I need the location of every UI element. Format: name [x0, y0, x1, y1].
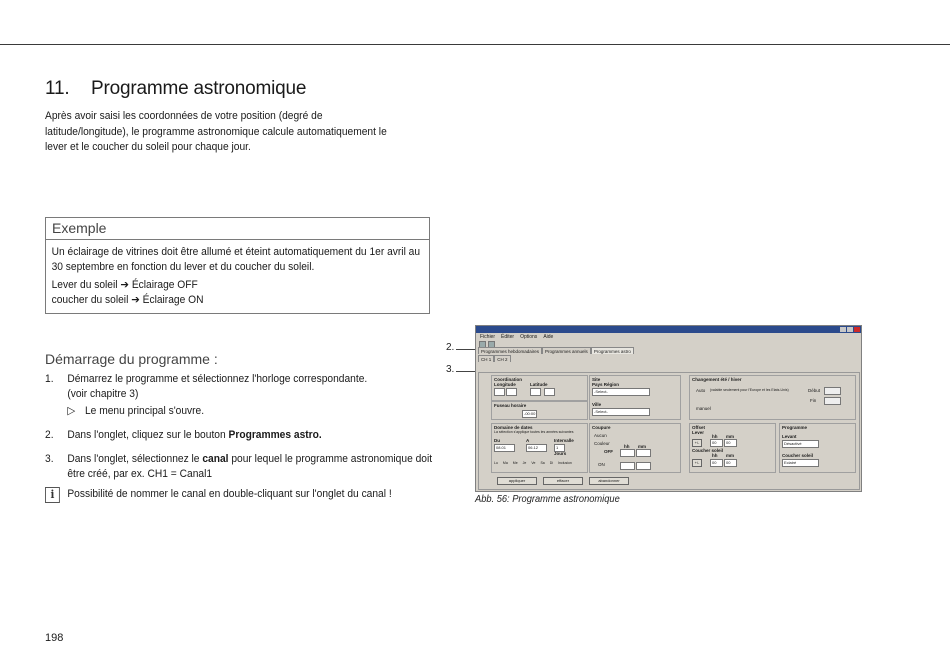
minutes-label: mm — [726, 453, 735, 458]
date-range-label: Domaine de dates — [494, 425, 533, 430]
marker-3: 3. — [446, 364, 455, 375]
weekday-thu[interactable]: Je — [522, 461, 527, 465]
minimize-icon[interactable] — [840, 327, 846, 332]
cancel-button[interactable]: abandonner — [589, 477, 629, 485]
dst-end-label: Fin — [810, 398, 817, 403]
program-sunset-label: Coucher soleil — [782, 453, 814, 458]
cutoff-color-radio[interactable]: Couleur — [594, 441, 610, 446]
off-label: OFF — [604, 449, 613, 454]
offset-label: Offset — [692, 425, 706, 430]
tab-channel-1[interactable]: CH 1 — [478, 355, 494, 362]
step-text-plain: Dans l'onglet, cliquez sur le bouton — [67, 429, 229, 441]
example-line-1-effect: Éclairage OFF — [131, 279, 198, 291]
offset-sunrise-hours-field[interactable]: 00 — [710, 439, 723, 447]
menu-bar — [476, 333, 861, 341]
days-label: Jours — [554, 451, 567, 456]
example-line-2-effect: Éclairage ON — [142, 294, 204, 306]
coordination-group — [491, 375, 588, 401]
example-body — [46, 240, 438, 313]
to-date-field[interactable]: 06.12 — [526, 444, 547, 452]
weekday-wed[interactable]: Me — [512, 461, 518, 465]
menu-item-edit[interactable]: Éditer — [501, 334, 515, 340]
step-number: 3. — [45, 453, 54, 465]
tab-astro-programs[interactable]: Programmes astro — [591, 347, 634, 354]
weekday-tue[interactable]: Ma — [502, 461, 508, 465]
example-box — [45, 217, 430, 314]
header-rule — [0, 44, 950, 45]
country-select[interactable]: -Select- — [592, 388, 650, 396]
on-minutes-field[interactable] — [636, 462, 651, 470]
program-group — [779, 423, 856, 473]
channel-tabs — [476, 355, 861, 362]
apply-button[interactable]: appliquer — [497, 477, 537, 485]
dst-start-field[interactable] — [824, 387, 841, 395]
from-date-field[interactable]: 08.01 — [494, 444, 515, 452]
timezone-field[interactable]: -00:00 — [524, 411, 536, 416]
weekday-inclusion[interactable]: Inclusion — [558, 461, 572, 465]
offset-sunset-sign-button[interactable]: +/- — [692, 459, 702, 467]
step-text — [67, 452, 435, 482]
offset-sunset-minutes-field[interactable]: 00 — [724, 459, 737, 467]
step-text-plain: Dans l'onglet, sélectionnez le — [67, 453, 203, 465]
step-note — [67, 404, 435, 419]
cutoff-group — [589, 423, 681, 473]
steps-list — [45, 372, 436, 502]
example-line-2 — [52, 293, 433, 308]
clear-button[interactable]: effacer — [543, 477, 583, 485]
step-note-text: Le menu principal s'ouvre. — [84, 405, 205, 417]
city-select[interactable]: -Select- — [592, 408, 650, 416]
cutoff-none-radio[interactable]: Aucun — [594, 433, 607, 438]
info-icon: i — [45, 487, 60, 503]
country-label: Pays Région — [592, 382, 620, 387]
dst-group — [689, 375, 856, 420]
offset-sunset-hours-field[interactable]: 00 — [710, 459, 723, 467]
offset-sunrise-minutes-field[interactable]: 00 — [724, 439, 737, 447]
dst-auto-note: (valable seulement pour l'Europe et les Etats-Unis) — [710, 388, 789, 392]
latitude-deg-field[interactable] — [530, 388, 541, 396]
dst-manual-radio[interactable]: manuel — [696, 406, 711, 411]
tip-text: Possibilité de nommer le canal en double-cliquant sur l'onglet du canal ! — [67, 488, 392, 500]
program-tabs — [476, 347, 861, 354]
longitude-min-field[interactable] — [506, 388, 517, 396]
offset-sunrise-label: Lever — [692, 430, 705, 435]
city-label: Ville — [592, 402, 602, 407]
step-2 — [45, 428, 436, 443]
page-number: 198 — [45, 632, 64, 644]
weekday-sun[interactable]: Di — [549, 461, 554, 465]
section-title-text: Programme astronomique — [91, 78, 307, 99]
start-heading: Démarrage du programme : — [45, 351, 218, 367]
step-3 — [45, 452, 436, 482]
on-label: ON — [598, 462, 605, 467]
minutes-label: mm — [726, 434, 735, 439]
example-text: Un éclairage de vitrines doit être allumé et éteint automatiquement du 1er avril au 30 septembre en fonction du lever et du coucher du soleil. — [51, 246, 421, 273]
step-text-plain: pour lequel le programme astronomique doit être créé, par ex. CH1 = Canal1 — [67, 453, 433, 480]
section-title — [45, 78, 306, 100]
offset-sunset-label: Coucher soleil — [692, 448, 724, 453]
cutoff-label: Coupure — [592, 425, 611, 430]
on-hours-field[interactable] — [620, 462, 635, 470]
menu-item-help[interactable]: Aide — [543, 334, 554, 340]
example-line-1 — [52, 278, 433, 293]
site-group — [589, 375, 681, 420]
dst-start-label: Début — [808, 388, 821, 393]
step-number: 1. — [45, 373, 54, 385]
coordination-label: Coordination — [494, 377, 522, 382]
example-line-2-cause: coucher du soleil — [51, 294, 129, 306]
menu-item-options[interactable]: Options — [520, 334, 538, 340]
dst-end-field[interactable] — [824, 397, 841, 405]
weekday-checkboxes — [494, 461, 572, 465]
weekday-mon[interactable]: Lu — [494, 461, 498, 465]
tab-channel-2[interactable]: CH 2 — [494, 355, 510, 362]
program-label: Programme — [782, 425, 808, 430]
interval-label: Intervalle — [554, 438, 574, 443]
hours-label: hh — [712, 453, 718, 458]
tab-annual-programs[interactable]: Programmes annuels — [542, 347, 591, 354]
off-minutes-field[interactable] — [636, 449, 651, 457]
program-sunrise-select[interactable]: Désactivé — [782, 440, 819, 448]
weekday-fri[interactable]: Ve — [531, 461, 536, 465]
astro-panel — [478, 372, 860, 490]
close-icon[interactable] — [854, 327, 860, 332]
to-label: A — [526, 438, 530, 443]
minutes-label: mm — [638, 444, 647, 449]
program-sunset-select[interactable]: Eclairé — [782, 459, 819, 467]
weekday-sat[interactable]: Sa — [540, 461, 545, 465]
step-text-bold: Programmes astro. — [228, 429, 322, 441]
window-titlebar — [476, 326, 861, 333]
interval-field[interactable]: 1 — [554, 444, 565, 452]
triangle-right-icon: ▷ — [67, 405, 76, 417]
maximize-icon[interactable] — [847, 327, 853, 332]
tab-weekly-programs[interactable]: Programmes hebdomadaires — [478, 347, 542, 354]
date-range-note: La sélection s'applique toutes les années suivantes — [494, 430, 574, 434]
timezone-group — [491, 401, 588, 420]
intro-paragraph: Après avoir saisi les coordonnées de votre position (degré de latitude/longitude), le programme astronomique calcule automatiquement le lever et le coucher du soleil pour chaque jour. — [45, 110, 387, 153]
dst-label: Changement été / hiver — [692, 377, 742, 382]
hours-label: hh — [712, 434, 718, 439]
from-label: Du — [494, 438, 500, 443]
offset-sunrise-sign-button[interactable]: +/- — [692, 439, 702, 447]
section-number: 11. — [45, 78, 70, 99]
program-sunrise-label: Levant — [782, 434, 797, 439]
longitude-deg-field[interactable] — [494, 388, 505, 396]
example-heading: Exemple — [46, 218, 429, 240]
timezone-label: Fuseau horaire — [494, 403, 527, 408]
menu-item-file[interactable]: Fichier — [480, 334, 496, 340]
software-screenshot — [475, 325, 862, 492]
arrow-icon: ➔ — [120, 279, 129, 291]
step-text — [67, 428, 435, 443]
date-range-group — [491, 423, 588, 473]
figure-caption: Abb. 56: Programme astronomique — [475, 494, 620, 505]
step-number: 2. — [45, 429, 54, 441]
step-text-reference: (voir chapitre 3) — [67, 388, 139, 400]
step-text: Démarrez le programme et sélectionnez l'horloge correspondante. — [67, 373, 368, 385]
marker-2: 2. — [446, 342, 455, 353]
longitude-label: Longitude — [494, 382, 516, 387]
arrow-icon: ➔ — [131, 294, 140, 306]
latitude-label: Latitude — [530, 382, 548, 387]
offset-group — [689, 423, 776, 473]
example-line-1-cause: Lever du soleil — [51, 279, 118, 291]
tip-note — [45, 487, 436, 502]
step-text-bold: canal — [202, 453, 229, 465]
hours-label: hh — [624, 444, 630, 449]
off-hours-field[interactable] — [620, 449, 635, 457]
site-label: Site — [592, 377, 601, 382]
latitude-min-field[interactable] — [544, 388, 555, 396]
step-1 — [45, 372, 436, 419]
dst-auto-radio[interactable]: Auto — [696, 388, 706, 393]
